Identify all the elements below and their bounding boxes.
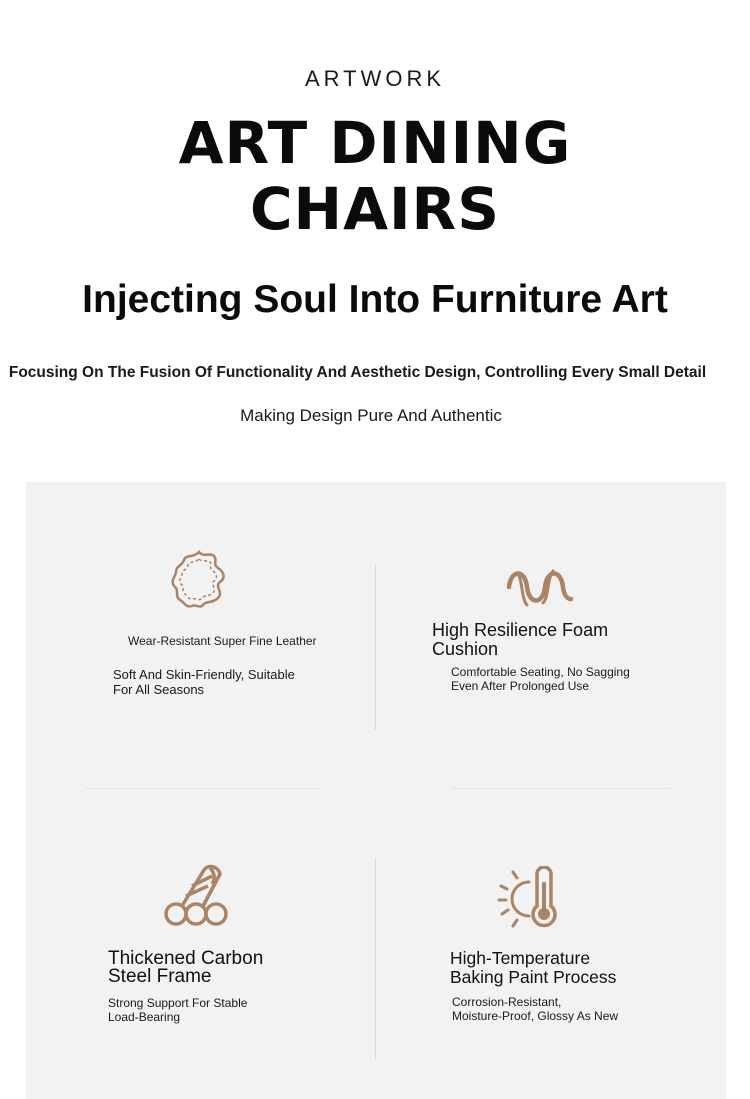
feature-leather-title: Wear-Resistant Super Fine Leather <box>128 634 317 648</box>
feature-foam-title <box>432 621 608 659</box>
feature-steel-title <box>108 950 263 986</box>
page-title-line2: CHAIRS <box>249 175 500 243</box>
leather-icon <box>168 548 230 610</box>
feature-paint-desc <box>452 995 618 1023</box>
divider-vertical-top <box>375 565 376 730</box>
feature-foam-title-line2: Cushion <box>432 639 499 659</box>
feature-paint-title-line2: Baking Paint Process <box>450 967 617 987</box>
page-title-line1: ART DINING <box>178 109 572 177</box>
subtitle-line2: Making Design Pure And Authentic <box>240 406 502 425</box>
feature-paint-title-line1: High-Temperature <box>450 948 591 968</box>
feature-foam-desc-line1: Comfortable Seating, No Sagging <box>451 665 630 679</box>
feature-steel-title-line1: Thickened Carbon <box>108 948 264 969</box>
steel-pipes-icon <box>162 862 230 928</box>
feature-steel-desc-line2: Load-Bearing <box>108 1010 181 1024</box>
eyebrow-label: ARTWORK <box>304 66 446 91</box>
feature-foam-title-line1: High Resilience Foam <box>432 620 609 640</box>
feature-leather-desc-line1: Soft And Skin-Friendly, Suitable <box>113 667 295 682</box>
divider-horizontal-right <box>452 788 670 789</box>
feature-paint-title <box>450 949 616 987</box>
feature-paint-desc-line1: Corrosion-Resistant, <box>452 995 562 1009</box>
divider-vertical-bottom <box>375 858 376 1060</box>
feature-steel-desc-line1: Strong Support For Stable <box>108 996 248 1010</box>
feature-steel-desc <box>108 996 247 1024</box>
feature-leather-desc-line2: For All Seasons <box>113 682 205 697</box>
page-title <box>0 110 750 242</box>
spring-wave-icon <box>503 565 575 609</box>
feature-foam-desc <box>451 665 630 693</box>
feature-paint-desc-line2: Moisture-Proof, Glossy As New <box>452 1009 619 1023</box>
feature-steel-title-line2: Steel Frame <box>108 966 212 987</box>
feature-foam-desc-line2: Even After Prolonged Use <box>451 679 590 693</box>
subtitle-line1: Focusing On The Fusion Of Functionality And Aesthetic Design, Controlling Every Small Detail <box>8 364 707 381</box>
divider-horizontal-left <box>85 788 322 789</box>
feature-leather-desc <box>113 667 295 697</box>
headline: Injecting Soul Into Furniture Art <box>82 278 668 321</box>
thermometer-sun-icon <box>497 866 563 930</box>
